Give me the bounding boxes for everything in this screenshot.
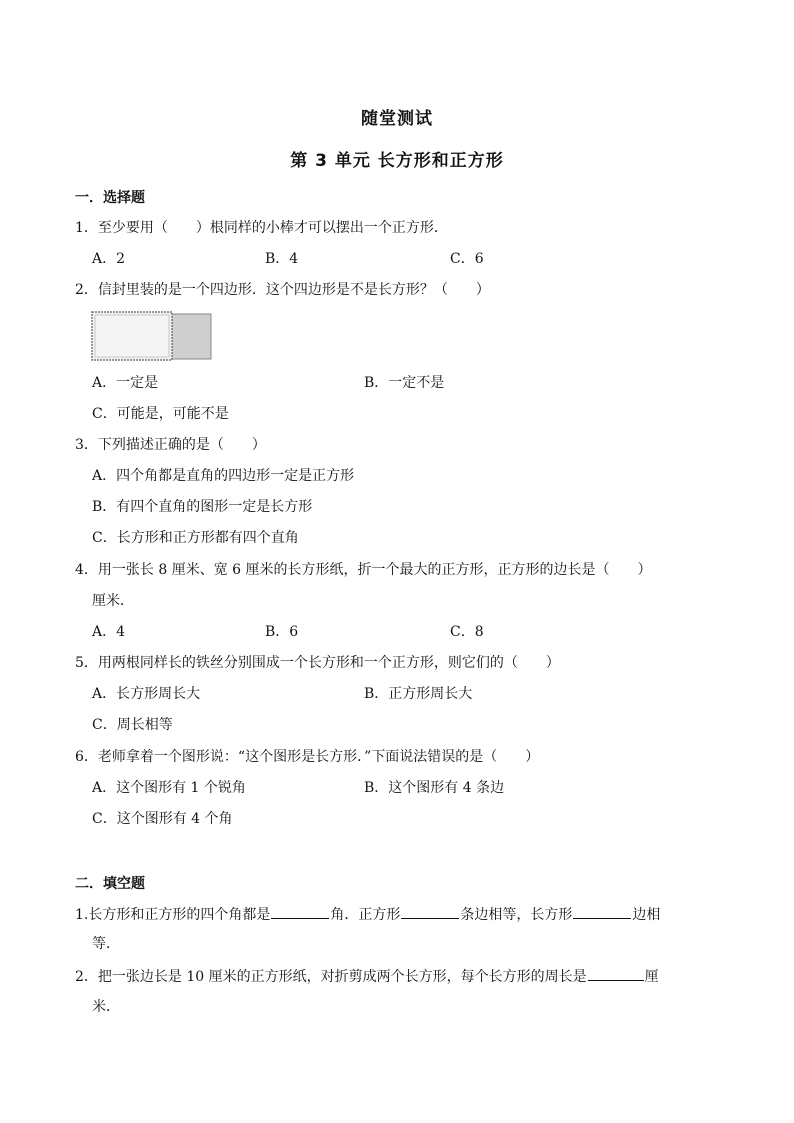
question-3-stem: 3．下列描述正确的是（ ） <box>75 437 266 453</box>
question-6-option-a: A．这个图形有 1 个锐角 <box>92 780 246 796</box>
fill-question-1-text-2: 角．正方形 <box>330 907 401 923</box>
fill-question-1-text-4: 边相 <box>632 907 661 923</box>
question-5-option-a: A．长方形周长大 <box>92 686 201 702</box>
fill-question-2-cont: 米． <box>92 999 120 1015</box>
question-5-stem: 5．用两根同样长的铁丝分别围成一个长方形和一个正方形，则它们的（ ） <box>75 655 560 671</box>
fill-question-1-cont: 等． <box>92 936 120 952</box>
question-4-stem: 4．用一张长 8 厘米、宽 6 厘米的长方形纸，折一个最大的正方形，正方形的边长是（ ） <box>75 562 652 578</box>
quadrilateral-shape <box>171 314 211 359</box>
question-4-option-a: A．4 <box>92 624 126 640</box>
question-5-option-c: C．周长相等 <box>92 717 173 733</box>
fill-question-2-text-2: 厘 <box>644 969 659 985</box>
question-1-option-c: C．6 <box>450 251 484 267</box>
question-2-option-a: A．一定是 <box>92 375 159 391</box>
envelope-shape <box>92 312 172 360</box>
question-2-option-c: C．可能是，可能不是 <box>92 406 229 422</box>
question-1-option-b: B．4 <box>265 251 299 267</box>
question-3-option-a: A．四个角都是直角的四边形一定是正方形 <box>92 468 355 484</box>
question-6-option-b: B．这个图形有 4 条边 <box>364 780 505 796</box>
fill-blank-2[interactable] <box>401 904 459 919</box>
question-1-stem: 1．至少要用（ ）根同样的小棒才可以摆出一个正方形． <box>75 220 448 236</box>
question-5-option-b: B．正方形周长大 <box>364 686 473 702</box>
fill-blank-1[interactable] <box>271 904 329 919</box>
question-3-option-c: C．长方形和正方形都有四个直角 <box>92 530 299 546</box>
question-2-option-b: B．一定不是 <box>364 375 445 391</box>
section-heading-fill: 二．填空题 <box>75 876 145 892</box>
fill-blank-4[interactable] <box>588 966 644 981</box>
question-6-stem: 6．老师拿着一个图形说：“这个图形是长方形．”下面说法错误的是（ ） <box>75 749 540 765</box>
unit-title: 第 3 单元 长方形和正方形 <box>290 151 504 171</box>
question-4-option-b: B．6 <box>265 624 299 640</box>
section-heading-choice: 一．选择题 <box>75 190 145 206</box>
question-4-option-c: C．8 <box>450 624 484 640</box>
question-2-stem: 2．信封里装的是一个四边形．这个四边形是不是长方形？（ ） <box>75 282 490 298</box>
page-title: 随堂测试 <box>361 109 433 129</box>
question-4-stem-cont: 厘米． <box>92 593 134 609</box>
fill-question-1 <box>75 904 660 924</box>
fill-question-2 <box>75 966 659 986</box>
fill-question-2-text-1: 2．把一张边长是 10 厘米的正方形纸，对折剪成两个长方形，每个长方形的周长是 <box>75 969 587 985</box>
question-1-option-a: A．2 <box>92 251 126 267</box>
fill-question-1-text-3: 条边相等，长方形 <box>460 907 573 923</box>
fill-question-1-text-1: 1.长方形和正方形的四个角都是 <box>75 907 271 923</box>
envelope-figure <box>91 311 212 361</box>
question-3-option-b: B．有四个直角的图形一定是长方形 <box>92 499 313 515</box>
fill-blank-3[interactable] <box>573 904 631 919</box>
question-6-option-c: C．这个图形有 4 个角 <box>92 811 233 827</box>
